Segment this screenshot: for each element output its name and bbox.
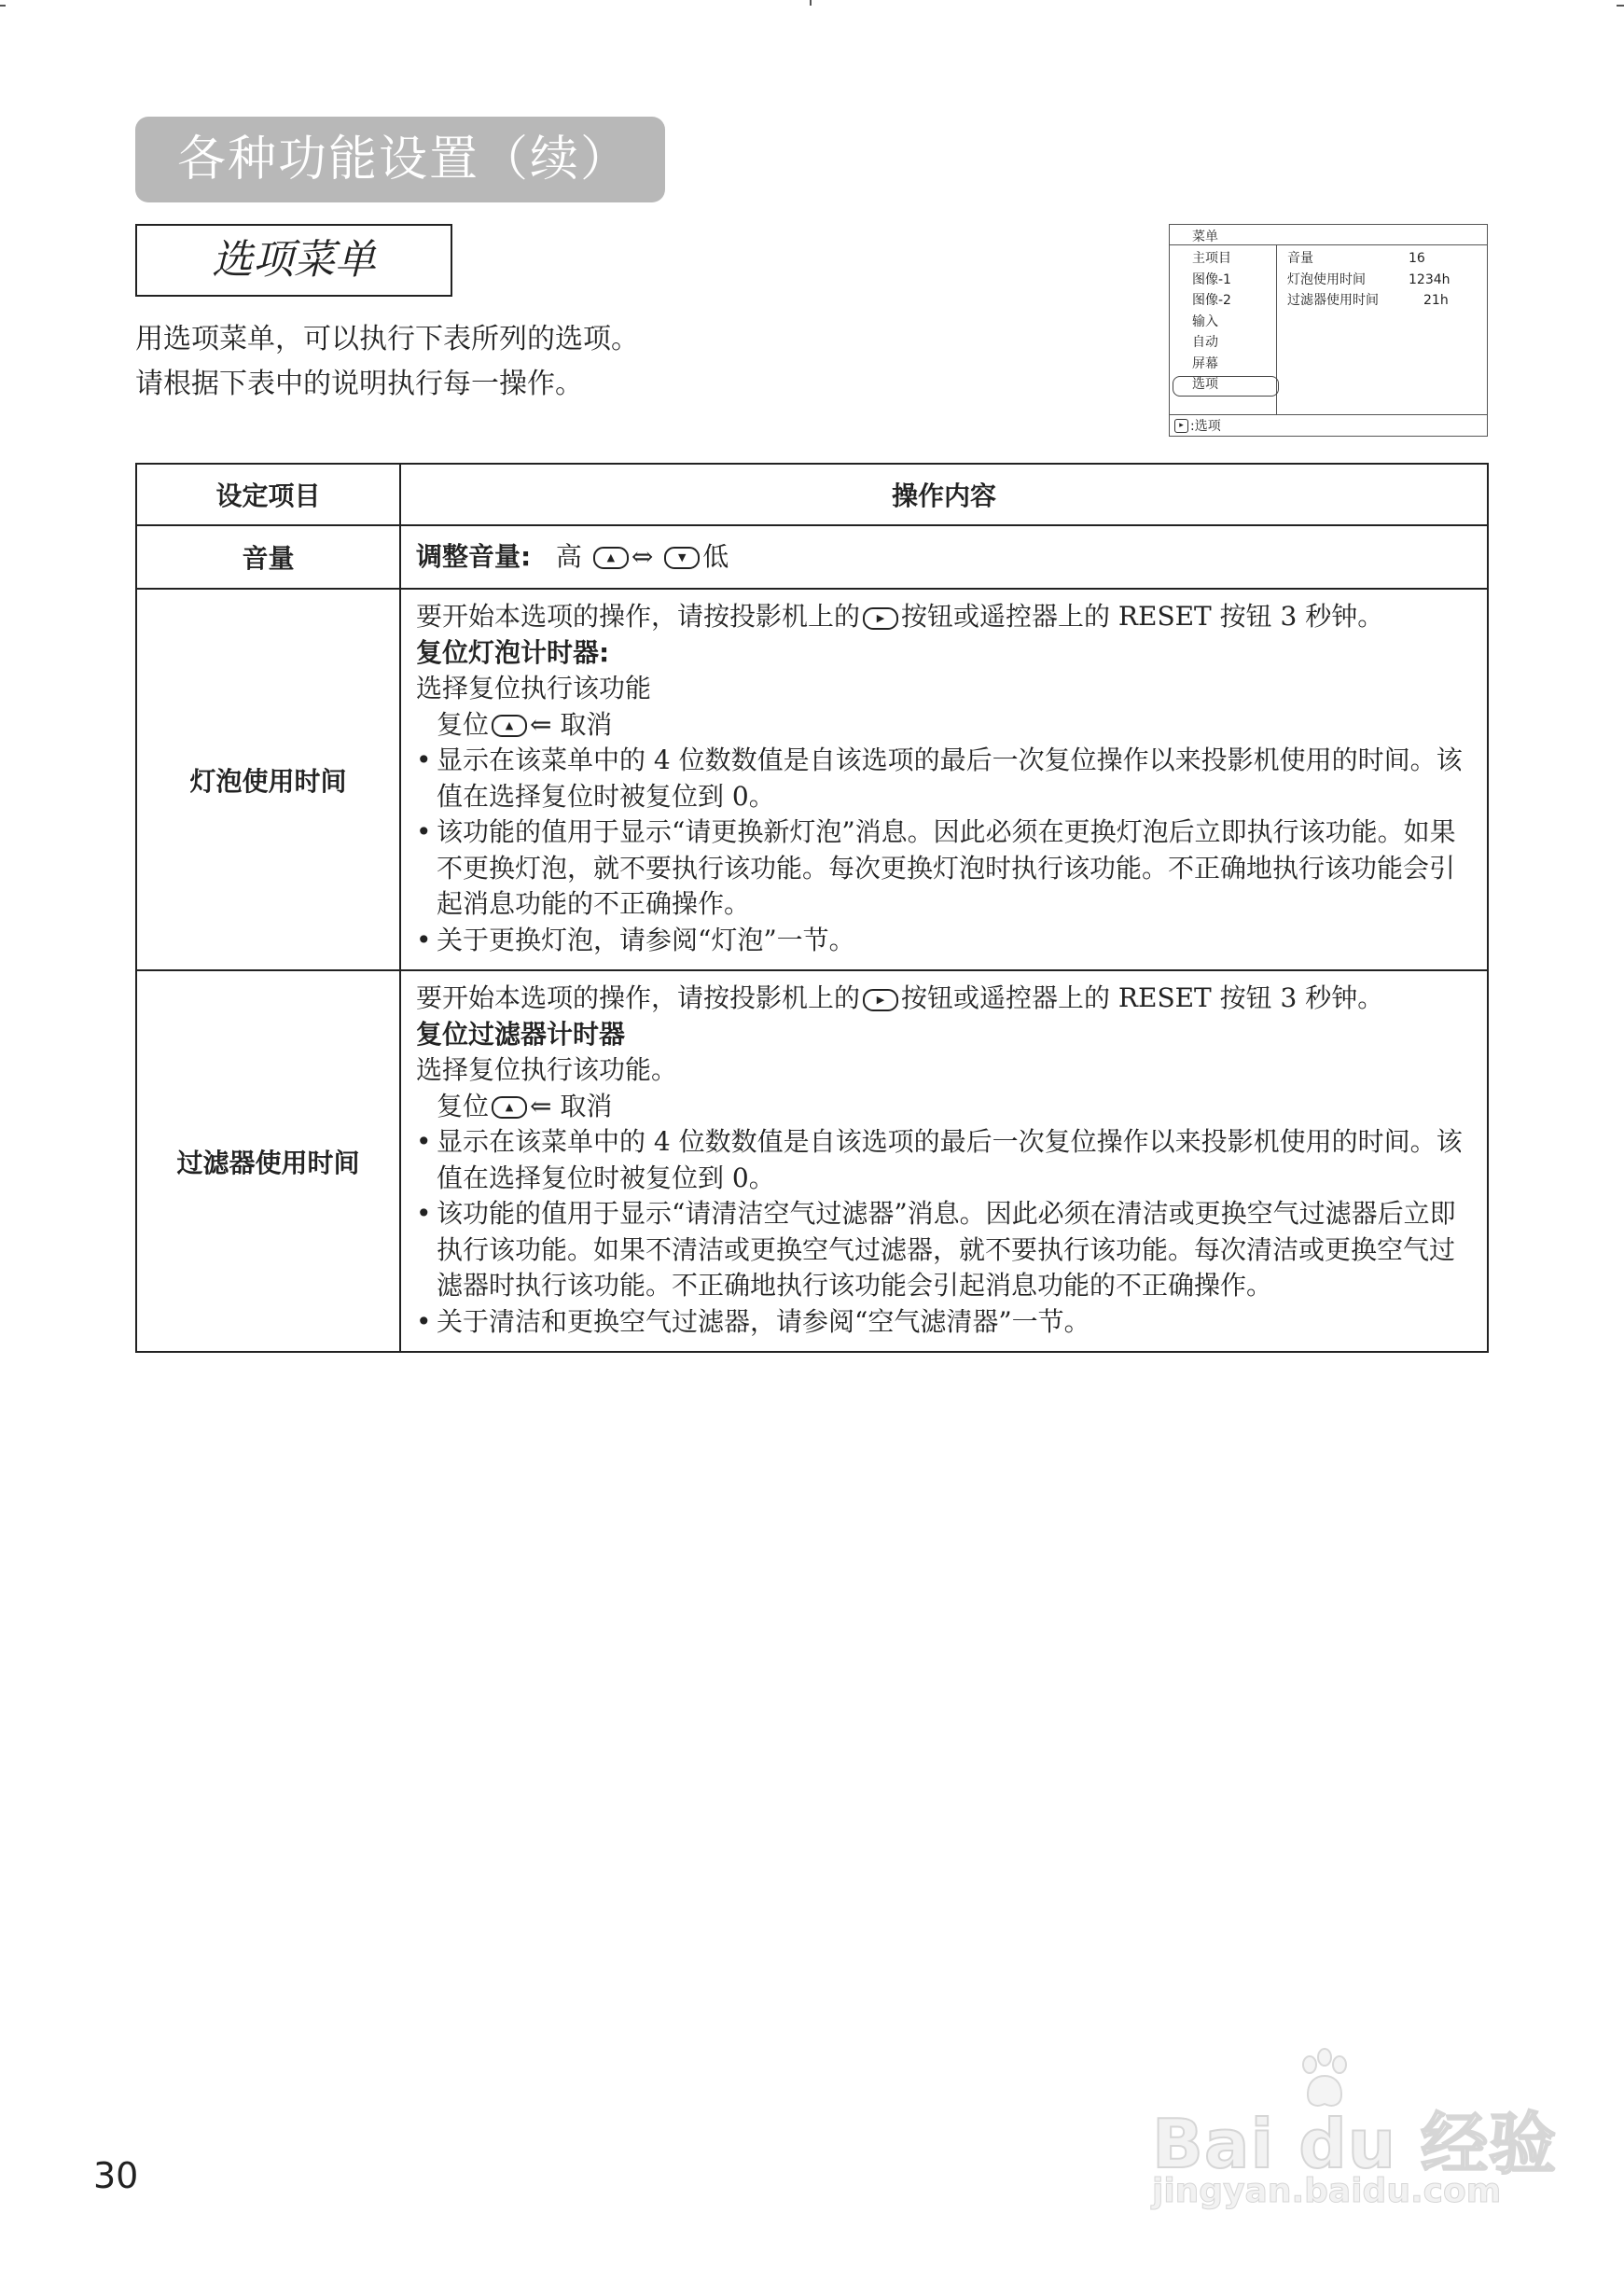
volume-label: 调整音量:	[416, 540, 532, 572]
menu-item-auto: 自动	[1192, 335, 1218, 350]
lamp-select: 选择复位执行该功能	[416, 673, 652, 703]
watermark-url: jingyan.baidu.com	[1152, 2172, 1502, 2210]
page-number: 30	[93, 2155, 139, 2196]
lamp-bullet: • 显示在该菜单中的 4 位数数值是自该选项的最后一次复位操作以来投影机使用的时间。该值在选择复位时被复位到 0。	[416, 743, 1472, 814]
menu-row	[1287, 290, 1479, 312]
lamp-intro	[416, 599, 1472, 635]
filter-select: 选择复位执行该功能。	[416, 1054, 678, 1085]
menu-row-value: 1234h	[1409, 271, 1450, 287]
volume-arrow: ⇔	[631, 540, 654, 572]
row-name-filter: 过滤器使用时间	[136, 970, 400, 1352]
row-name-volume: 音量	[136, 525, 400, 589]
menu-row-label: 音量	[1287, 251, 1313, 266]
settings-table	[135, 463, 1489, 1353]
table-row	[136, 589, 1488, 970]
lamp-bullet: • 该功能的值用于显示“请更换新灯泡”消息。因此必须在更换灯泡后立即执行该功能。如果不更换灯泡，就不要执行该功能。每次更换灯泡时执行该功能。不正确地执行该功能会引起消息功能的不正确操作。	[416, 814, 1472, 923]
menu-item-image2: 图像-2	[1192, 293, 1231, 308]
filter-bullet: • 关于清洁和更换空气过滤器，请参阅“空气滤清器”一节。	[416, 1304, 1472, 1341]
row-desc-volume	[400, 525, 1488, 589]
watermark-logo: Bai du 经验	[1152, 2105, 1558, 2183]
table-row	[136, 970, 1488, 1352]
menu-row	[1287, 248, 1479, 270]
menu-title: 菜单	[1192, 230, 1218, 244]
reset-word: 复位	[437, 1090, 490, 1121]
menu-item-screen: 屏幕	[1192, 355, 1218, 371]
menu-row-label: 灯泡使用时间	[1287, 271, 1366, 287]
menu-footer	[1174, 416, 1221, 435]
menu-item-options: 选项	[1192, 377, 1218, 392]
crop-mark	[810, 0, 812, 6]
menu-row-label: 过滤器使用时间	[1287, 293, 1379, 308]
navigation-icon: ▸	[1174, 419, 1188, 433]
divider	[1170, 244, 1487, 245]
cancel-word: ⇐ 取消	[530, 708, 613, 740]
up-button-icon: ▲	[492, 715, 527, 737]
up-button-icon: ▲	[492, 1096, 527, 1119]
volume-low: 低	[702, 540, 729, 572]
crop-mark	[0, 5, 6, 7]
up-button-icon: ▲	[593, 547, 629, 569]
row-desc-lamp	[400, 589, 1488, 970]
divider	[1170, 414, 1487, 415]
menu-footer-label: :选项	[1190, 419, 1221, 434]
lamp-bullet: • 关于更换灯泡，请参阅“灯泡”一节。	[416, 923, 1472, 959]
filter-bullet: • 显示在该菜单中的 4 位数数值是自该选项的最后一次复位操作以来投影机使用的时间。该值在选择复位时被复位到 0。	[416, 1124, 1472, 1196]
crop-mark	[1617, 5, 1624, 7]
filter-intro	[416, 981, 1472, 1017]
filter-reset-line	[416, 1089, 1472, 1125]
filter-intro-a: 要开始本选项的操作，请按投影机上的	[416, 982, 861, 1013]
menu-right-list	[1287, 248, 1479, 312]
lamp-reset-title: 复位灯泡计时器:	[416, 636, 610, 668]
menu-row	[1287, 270, 1479, 291]
header-item: 设定项目	[136, 464, 400, 525]
intro-line: 用选项菜单，可以执行下表所列的选项。	[135, 323, 639, 355]
page-title: 各种功能设置（续）	[135, 117, 665, 202]
section-title: 选项菜单	[135, 224, 452, 297]
volume-high: 高	[555, 540, 582, 572]
menu-item-main: 主项目	[1192, 251, 1231, 266]
table-row	[136, 525, 1488, 589]
menu-left-list	[1192, 248, 1231, 396]
reset-word: 复位	[437, 708, 490, 740]
menu-item-image1: 图像-1	[1192, 271, 1231, 287]
table-header-row	[136, 464, 1488, 525]
down-button-icon: ▼	[664, 547, 700, 569]
intro-text	[135, 317, 639, 407]
intro-line: 请根据下表中的说明执行每一操作。	[135, 368, 583, 400]
menu-item-input: 输入	[1192, 313, 1218, 329]
menu-row-value: 21h	[1423, 293, 1449, 308]
row-desc-filter	[400, 970, 1488, 1352]
filter-reset-title: 复位过滤器计时器	[416, 1018, 626, 1050]
menu-row-value: 16	[1409, 251, 1425, 266]
row-name-lamp: 灯泡使用时间	[136, 589, 400, 970]
filter-intro-b: 按钮或遥控器上的 RESET 按钮 3 秒钟。	[901, 982, 1384, 1013]
header-content: 操作内容	[400, 464, 1488, 525]
right-button-icon: ▶	[863, 989, 898, 1011]
lamp-reset-line	[416, 707, 1472, 744]
filter-bullet: • 该功能的值用于显示“请清洁空气过滤器”消息。因此必须在清洁或更换空气过滤器后立即执行该功能。如果不清洁或更换空气过滤器，就不要执行该功能。每次清洁或更换空气过滤器时执行该功能。不正确地执行该功能会引起消息功能的不正确操作。	[416, 1196, 1472, 1304]
lamp-intro-b: 按钮或遥控器上的 RESET 按钮 3 秒钟。	[901, 601, 1384, 632]
baidu-watermark	[1152, 2048, 1558, 2210]
cancel-word: ⇐ 取消	[530, 1090, 613, 1121]
menu-screenshot	[1169, 224, 1488, 437]
lamp-intro-a: 要开始本选项的操作，请按投影机上的	[416, 601, 861, 632]
right-button-icon: ▶	[863, 607, 898, 630]
